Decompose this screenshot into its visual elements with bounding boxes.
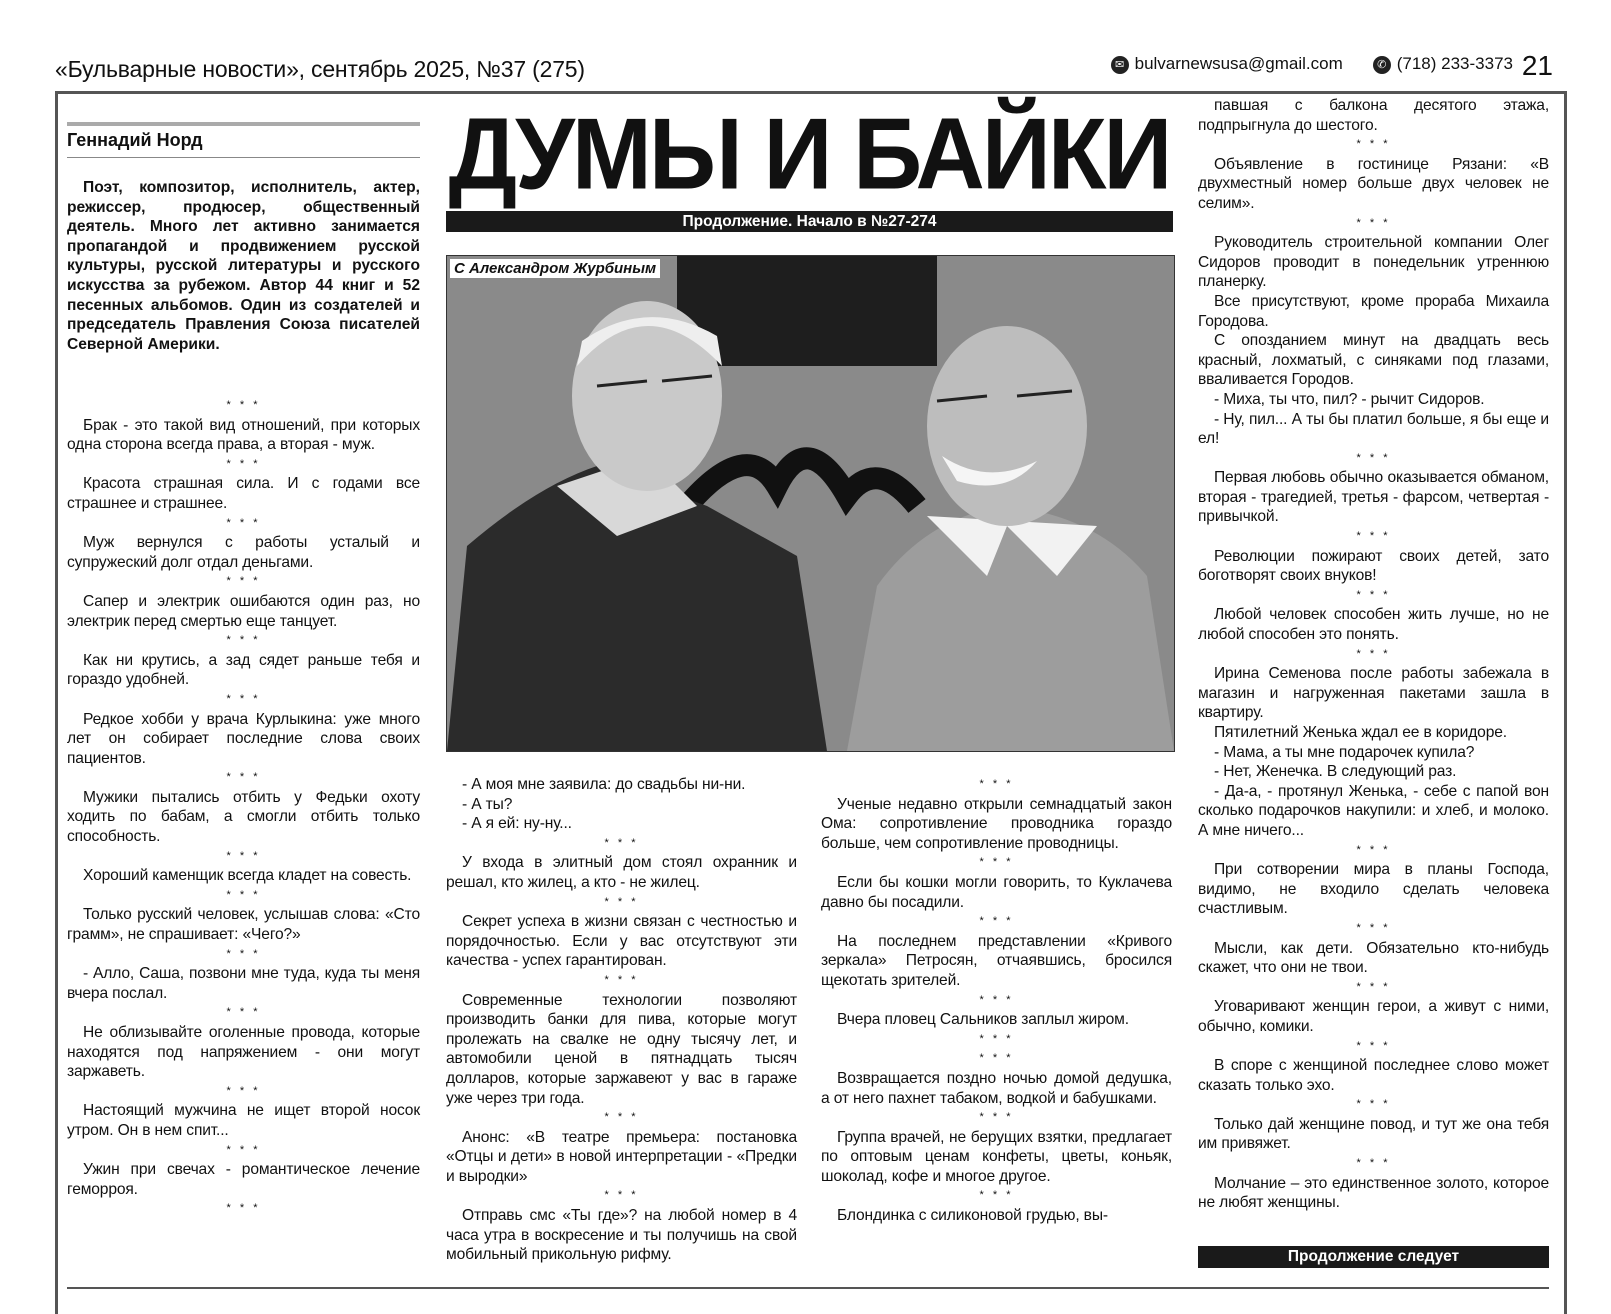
author-intro <box>67 178 420 354</box>
separator: * * * <box>604 1111 639 1124</box>
joke-paragraph: У входа в элитный дом стоял охранник и решал, кто жилец, а кто - не жилец. <box>446 854 797 891</box>
separator: * * * <box>1356 588 1391 601</box>
headline: ДУМЫ И БАЙКИ <box>448 98 1170 211</box>
separator: * * * <box>1356 980 1391 993</box>
joke-paragraph: Возвращается поздно ночью домой дедушка, а от него пахнет табаком, водкой и бабушками. <box>821 1069 1172 1107</box>
article-photo <box>446 255 1175 752</box>
joke-paragraph: Анонс: «В театре премьера: постановка «Отцы и дети» в новой интерпретации - «Предки и выродки» <box>446 1128 797 1185</box>
joke-paragraph: - А я ей: ну-ну... <box>462 815 572 833</box>
separator: * * * <box>604 973 639 986</box>
separator: * * * <box>979 1111 1014 1124</box>
joke-paragraph: Муж вернулся с работы усталый и супружеский долг отдал деньгами. <box>67 534 420 571</box>
joke-paragraph: Объявление в гостинице Рязани: «В двухместный номер больше двух человек не селим». <box>1198 155 1549 212</box>
separator: * * * <box>979 856 1014 869</box>
separator: * * * <box>226 692 261 705</box>
separator: * * * <box>226 771 261 784</box>
separator: * * * <box>604 1189 639 1202</box>
joke-paragraph: Пятилетний Женька ждал ее в коридоре. <box>1214 724 1507 741</box>
joke-paragraph: Первая любовь обычно оказывается обманом, вторая - трагедией, третья - фарсом, четвертая - привычкой. <box>1198 469 1549 526</box>
separator: * * * <box>226 516 261 529</box>
joke-paragraph: Революции пожирают своих детей, зато боготворят своих внуков! <box>1198 547 1549 585</box>
joke-paragraph: Секрет успеха в жизни связан с честностью и порядочностью. Если у вас отсутствуют эти качества - успех гарантирован. <box>446 913 797 970</box>
joke-paragraph: Ужин при свечах - романтическое лечение геморроя. <box>67 1161 420 1198</box>
joke-paragraph: Мужики пытались отбить у Федьки охоту ходить по бабам, а смогли отбить только способность. <box>67 788 420 846</box>
joke-paragraph: Только русский человек, услышав слова: «Сто грамм», не спрашивает: «Чего?» <box>67 906 420 944</box>
joke-paragraph: - Мама, а ты мне подарочек купила? <box>1214 743 1475 761</box>
page-number: 21 <box>1521 50 1553 81</box>
joke-paragraph: Красота страшная сила. И с годами все страшнее и страшнее. <box>67 475 420 512</box>
joke-paragraph: При сотворении мира в планы Господа, видимо, не входило сделать человека счастливым. <box>1198 861 1549 918</box>
phone-icon: ✆ <box>1373 56 1391 74</box>
separator: * * * <box>226 457 261 470</box>
separator: * * * <box>979 993 1014 1006</box>
separator: * * * <box>979 915 1014 928</box>
column-left <box>67 396 420 1219</box>
separator: * * * <box>226 888 261 901</box>
joke-paragraph: Группа врачей, не берущих взятки, предлагает по оптовым ценам конфеты, цветы, коньяк, шоколад, кофе и многое другое. <box>821 1128 1172 1185</box>
joke-paragraph: Редкое хобби у врача Курлыкина: уже много лет он собирает последние слова своих пациентов. <box>67 710 420 767</box>
joke-paragraph: Вчера пловец Сальников заплыл жиром. <box>837 1011 1129 1029</box>
joke-paragraph: - А моя мне заявила: до свадьбы ни-ни. <box>462 776 746 793</box>
separator: * * * <box>604 836 639 849</box>
separator: * * * <box>979 778 1014 790</box>
joke-paragraph: Молчание – это единственное золото, которое не любят женщины. <box>1198 1174 1549 1212</box>
separator: * * * <box>1356 451 1391 464</box>
separator: * * * <box>1356 1157 1391 1170</box>
joke-paragraph: Если бы кошки могли говорить, то Куклачева давно бы посадили. <box>821 873 1172 911</box>
separator: * * * <box>226 575 261 588</box>
separator: * * * <box>1356 1039 1391 1052</box>
joke-paragraph: Все присутствуют, кроме прораба Михаила Городова. <box>1198 292 1549 330</box>
separator: * * * <box>226 1006 261 1019</box>
joke-paragraph: Современные технологии позволяют производить банки для пива, которые могут пролежать на свалке не одну тысячу лет, и автомобили ценой в пятнадцать тысяч долларов, которые заржавеют у вас в гараже уже через три года. <box>446 991 797 1107</box>
separator: * * * <box>979 1052 1014 1065</box>
joke-paragraph: - Ну, пил... А ты бы платил больше, я бы еще и ел! <box>1198 410 1549 448</box>
joke-paragraph: Мысли, как дети. Обязательно кто-нибудь скажет, что они не твои. <box>1198 939 1549 977</box>
joke-paragraph: - Миха, ты что, пил? - рычит Сидоров. <box>1214 390 1485 408</box>
joke-paragraph: - Да-а, - протянул Женька, - себе с папой вон сколько подарочков накупили: и хлеб, и молоко. А мне ничего... <box>1198 782 1549 839</box>
joke-paragraph: Только дай женщине повод, и тут же она тебя им привяжет. <box>1198 1115 1549 1153</box>
joke-paragraph: Сапер и электрик ошибаются один раз, но электрик перед смертью еще танцует. <box>67 592 420 630</box>
separator: * * * <box>1356 921 1391 934</box>
separator: * * * <box>226 399 261 411</box>
publication-issue: «Бульварные новости», сентябрь 2025, №37 (275) <box>55 56 585 82</box>
author-name: Геннадий Норд <box>67 122 420 158</box>
joke-paragraph: Отправь смс «Ты где»? на любой номер в 4 часа утра в воскресение и ты получишь на свой мобильный прикольную рифму. <box>446 1207 797 1264</box>
to-be-continued-bar: Продолжение следует <box>1198 1246 1549 1268</box>
separator: * * * <box>226 849 261 862</box>
joke-paragraph: Как ни крутись, а зад сядет раньше тебя и гораздо удобней. <box>67 651 420 689</box>
joke-paragraph: Любой человек способен жить лучше, но не любой способен это понять. <box>1198 606 1549 644</box>
intro-text: Поэт, композитор, исполнитель, актер, режиссер, продюсер, общественный деятель. Много лет активно занимается пропагандой и продвижением русской культуры, русской литературы и русского искусства за рубежом. Автор 44 книг и 52 песенных альбомов. Один из создателей и председатель Правления Союза писателей Северной Америки. <box>67 179 420 353</box>
separator: * * * <box>226 634 261 647</box>
separator: * * * <box>979 1189 1014 1202</box>
joke-paragraph: - Алло, Саша, позвони мне туда, куда ты меня вчера послал. <box>67 965 420 1002</box>
separator: * * * <box>226 1084 261 1097</box>
separator: * * * <box>1356 1098 1391 1111</box>
separator: * * * <box>226 1202 261 1215</box>
joke-paragraph: Настоящий мужчина не ищет второй носок утром. Он в нем спит... <box>67 1102 420 1139</box>
joke-paragraph: Ученые недавно открыли семнадцатый закон Ома: сопротивление проводника гораздо больше, чем сопротивление проводницы. <box>821 795 1172 852</box>
contacts <box>1111 54 1513 74</box>
phone-text: (718) 233-3373 <box>1396 54 1513 73</box>
continuation-bar: Продолжение. Начало в №27-274 <box>446 211 1173 232</box>
separator: * * * <box>1356 530 1391 543</box>
joke-paragraph: Уговаривают женщин герои, а живут с ними, обычно, комики. <box>1198 998 1549 1035</box>
email-text: bulvarnewsusa@gmail.com <box>1134 54 1343 73</box>
joke-paragraph: - Нет, Женечка. В следующий раз. <box>1214 763 1457 781</box>
joke-paragraph: С опозданием минут на двадцать весь красный, лохматый, с синяками под глазами, вваливается Городов. <box>1198 332 1549 389</box>
separator: * * * <box>226 1143 261 1156</box>
column-right <box>1198 96 1549 1213</box>
separator: * * * <box>226 947 261 960</box>
phone-contact <box>1373 54 1513 74</box>
joke-paragraph: Руководитель строительной компании Олег Сидоров проводит в понедельник утреннюю планерку. <box>1198 234 1549 291</box>
envelope-icon: ✉ <box>1111 56 1129 74</box>
column-middle-b <box>821 775 1172 1226</box>
separator: * * * <box>979 1032 1014 1045</box>
separator: * * * <box>604 895 639 908</box>
joke-paragraph: Брак - это такой вид отношений, при которых одна сторона всегда права, а вторая - муж. <box>67 416 420 454</box>
joke-paragraph: Хороший каменщик всегда кладет на совесть. <box>83 867 412 885</box>
joke-paragraph: Ирина Семенова после работы забежала в магазин и нагруженная пакетами зашла в квартиру. <box>1198 665 1549 722</box>
email-contact <box>1111 54 1343 74</box>
joke-paragraph: павшая с балкона десятого этажа, подпрыгнула до шестого. <box>1198 97 1549 134</box>
separator: * * * <box>1356 647 1391 660</box>
separator: * * * <box>1356 843 1391 856</box>
bottom-divider <box>67 1287 1549 1289</box>
joke-paragraph: На последнем представлении «Кривого зеркала» Петросян, отчаявшись, бросился щекотать зрителей. <box>821 932 1172 989</box>
joke-paragraph: - А ты? <box>462 795 513 813</box>
joke-paragraph: Не облизывайте оголенные провода, которые находятся под напряжением - они могут заржаветь. <box>67 1024 420 1081</box>
separator: * * * <box>1356 216 1391 229</box>
separator: * * * <box>1356 138 1391 151</box>
photo-caption: С Александром Журбиным <box>450 259 660 278</box>
photo-image <box>447 256 1174 751</box>
joke-paragraph: В споре с женщиной последнее слово может сказать только эхо. <box>1198 1057 1549 1094</box>
joke-paragraph: Блондинка с силиконовой грудью, вы- <box>837 1207 1108 1225</box>
column-middle-a <box>446 775 797 1265</box>
